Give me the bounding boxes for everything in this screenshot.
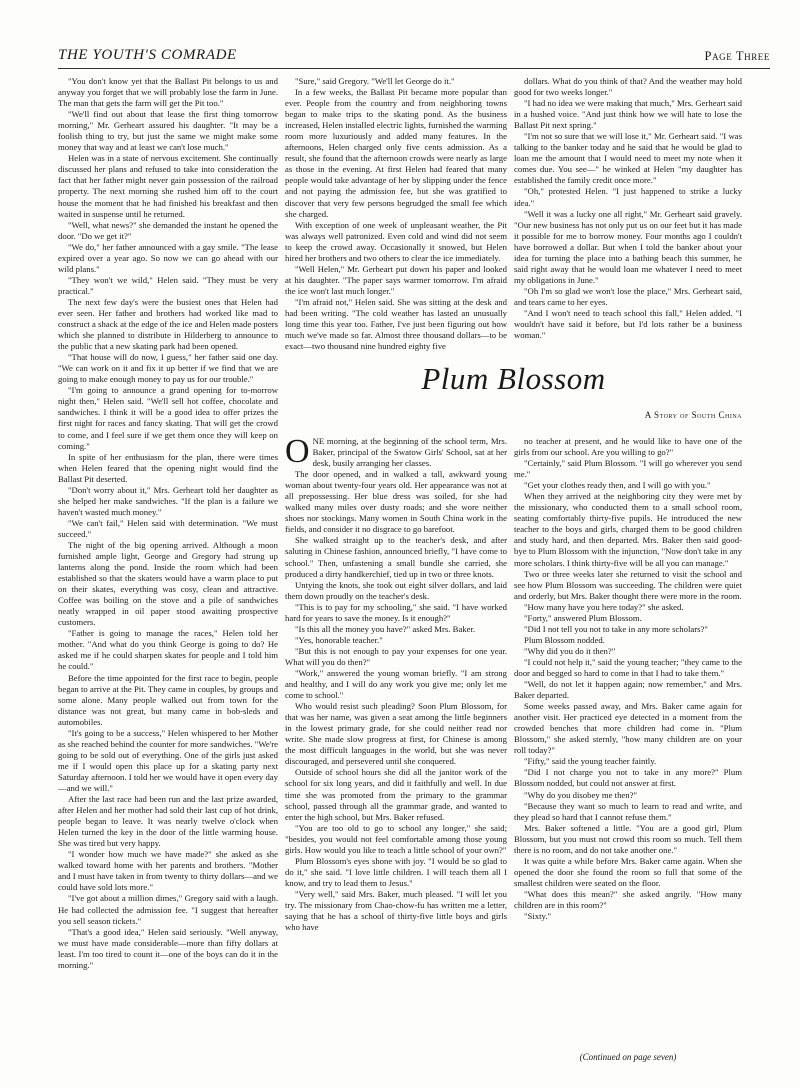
paragraph: She walked straight up to the teacher's desk, and after saluting in Chinese fashion, announced briefly, "I have come to school." Then, unfastening a small bundle she carried, she produced a dirty handkerchief, tied up in two or three knots. bbox=[285, 535, 507, 579]
paragraph: "I'm afraid not," Helen said. She was sitting at the desk and had been writing. "The cold weather has lasted an unusually long time this year too. Father, I've just been figuring out how much we've made so far. Almost three thousand dollars—to be exact—two thousand nine hundred eighty five bbox=[285, 296, 507, 352]
paragraph: "Don't worry about it," Mrs. Gerheart told her daughter as she helped her make sandwiches. "If the plan is a failure we haven't wasted much money." bbox=[58, 484, 278, 517]
paragraph: "We do," her father announced with a gay smile. "The lease expired over a year ago. So now we can go ahead with our wild plans." bbox=[58, 241, 278, 274]
paragraph: "And I won't need to teach school this fall," Helen added. "I wouldn't have said it before, but I'd lots rather be a business woman." bbox=[514, 307, 742, 341]
header-rule bbox=[58, 68, 770, 69]
paragraph: "We can't fail," Helen said with determination. "We must succeed." bbox=[58, 517, 278, 539]
paragraph: With exception of one week of unpleasant weather, the Pit was always well patronized. Even cold and wind did not seem to keep the crowd away. Occasionally it snowed, but Helen hired her brothers and two others to clear the ice immediately. bbox=[285, 219, 507, 263]
story-opening-paragraph bbox=[285, 436, 507, 469]
paragraph: "Very well," said Mrs. Baker, much pleased. "I will let you try. The missionary from Chao-chow-fu has written me a letter, saying that he has a school of thirty-five little boys and girls who have bbox=[285, 888, 507, 933]
paragraph: "Oh I'm so glad we won't lose the place," Mrs. Gerheart said, and tears came to her eyes. bbox=[514, 285, 742, 307]
paragraph: "Well it was a lucky one all right," Mr. Gerheart said gravely. "Our new business has not only put us on our feet but it has made it possible for me to borrow money. Four months ago I couldn't have borrowed a dollar. But when I told the banker about your idea for turning the place into a bathing beach this summer, he said right away that he would loan me whatever I need to meet my obligations in June." bbox=[514, 208, 742, 285]
paragraph: "You don't know yet that the Ballast Pit belongs to us and anyway you forget that we will probably lose the farm in June. The man that gets the farm will get the Pit too." bbox=[58, 76, 278, 109]
paragraph: Who would resist such pleading? Soon Plum Blossom, for that was her name, was given a seat among the little beginners in the lowest primary grade, for she could neither read nor write. She made slow progress at first, for Chinese is among the most difficult languages in the world, but she was never discouraged, and persevered until she conquered. bbox=[285, 701, 507, 767]
paragraph: "Father is going to manage the races," Helen told her mother. "And what do you think George is going to do? He asked me if he could sharpen skates for people and I told him he could." bbox=[58, 628, 278, 672]
paragraph: In a few weeks, the Ballast Pit became more popular than ever. People from the country and from neighboring towns began to make trips to the skating pond. As the business increased, Helen installed electric lights, furnished the warming room more luxuriously and added many features. In the afternoons, Helen charged only five cents admission. As a result, she found that the afternoon crowds were nearly as large as those in the evening. At first Helen had feared that many people would take advantage of her by slipping under the fence and not paying the admission fee, but she was gratified to discover that very few persons begrudged the small fee which she charged. bbox=[285, 87, 507, 219]
plum-blossom-heading bbox=[285, 360, 742, 430]
paragraph: "Sure," said Gregory. "We'll let George do it." bbox=[295, 76, 455, 86]
story-title: Plum Blossom bbox=[421, 361, 606, 396]
paragraph: "Forty," answered Plum Blossom. bbox=[524, 612, 642, 623]
paragraph: "Certainly," said Plum Blossom. "I will go wherever you send me." bbox=[514, 458, 742, 480]
paragraph: Some weeks passed away, and Mrs. Baker came again for another visit. Her practiced eye detected in a moment from the crowded benches that more children had come in. "Plum Blossom," she asked sternly, "how many children are on your roll today?" bbox=[514, 701, 742, 756]
page-number: Page Three bbox=[704, 49, 770, 63]
paragraph: dollars. What do you think of that? And the weather may hold good for two weeks longer." bbox=[514, 76, 742, 98]
paragraph: "Get your clothes ready then, and I will go with you." bbox=[524, 480, 711, 491]
paragraph: The door opened, and in walked a tall, awkward young woman about twenty-four years old. Her appearance was not at all prepossessing. Her blue dress was soiled, for she had walked many miles over dusty roads; and she wore neither shoes nor stockings. Many women in South China work in the fields, and consider it no disgrace to go barefoot. bbox=[285, 469, 507, 535]
paragraph: After the last race had been run and the last prize awarded, after Helen and her mother had sold their last cup of hot drink, people began to leave. It was nearly twelve o'clock when Helen turned the key in the door of the little warming house. She was tired but very happy. bbox=[58, 794, 278, 849]
paragraph: "How many have you here today?" she asked. bbox=[524, 601, 684, 612]
paragraph: "I'm going to announce a grand opening for to-morrow night then," Helen said. "We'll sell hot coffee, chocolate and sandwiches. I think it will be a good idea to offer prizes the first night for races and fancy skating. That will get the crowd to come, and I feel sure if we get them once they will keep on coming." bbox=[58, 385, 278, 451]
paragraph: "Because they want so much to learn to read and write, and they plead so hard that I cannot refuse them." bbox=[514, 800, 742, 822]
paragraph: "Oh," protested Helen. "I just happened to strike a lucky idea." bbox=[514, 186, 742, 208]
paragraph: Outside of school hours she did all the janitor work of the school for six long years, and did it faithfully and well. In due time she was promoted from the primary to the grammar school, passed through all the grammar grade, and wanted to enter the high school, but Mrs. Baker refused. bbox=[285, 767, 507, 822]
paragraph: "Did I not tell you not to take in any more scholars?" bbox=[524, 623, 708, 634]
ballast-pit-column-1 bbox=[58, 76, 278, 1068]
paragraph: "But this is not enough to pay your expenses for one year. What will you do then?" bbox=[285, 645, 507, 667]
paragraph: "Well, do not let it happen again; now remember," and Mrs. Baker departed. bbox=[514, 679, 742, 701]
paragraph: "Why did you do it then?" bbox=[524, 645, 616, 656]
plum-blossom-column-1-body bbox=[285, 469, 507, 933]
paragraph: "I've got about a million dimes," Gregory said with a laugh. He had collected the admission fee. "I suggest that hereafter you sell season tickets." bbox=[58, 893, 278, 926]
paragraph: "You are too old to go to school any longer," she said; "besides, you would not feel comfortable among those young girls. How would you like to teach a little school of your own?" bbox=[285, 822, 507, 855]
paragraph: Mrs. Baker softened a little. "You are a good girl, Plum Blossom, but you must not crowd this room so much. Tell them there is no room, and do not take another one." bbox=[514, 822, 742, 855]
paragraph: In spite of her enthusiasm for the plan, there were times when Helen feared that the opening night would find the Ballast Pit deserted. bbox=[58, 451, 278, 484]
paragraph: When they arrived at the neighboring city they were met by the missionary, who conducted them to a small school room, seating comfortably thirty-five pupils. He introduced the new teacher to the boys and girls, charged them to be good children and study hard, and then departed. Mrs. Baker then said good-bye to Plum Blossom with the injunction, "Now don't take in any more scholars. I think thirty-five will be all you can manage." bbox=[514, 491, 742, 568]
drop-cap: O bbox=[285, 436, 310, 470]
paragraph: "It's going to be a success," Helen whispered to her Mother as she reached behind the counter for more sandwiches. "We're going to be sold out of everything. One of the girls just asked me if I would open this place up for a skating party next Saturday afternoon. I told her we would have it open every day—and we will." bbox=[58, 727, 278, 793]
continued-notice: (Continued on page seven) bbox=[579, 1052, 677, 1062]
paragraph: "This is to pay for my schooling," she said. "I have worked hard for years to save the money. Is it enough?" bbox=[285, 601, 507, 623]
story-subtitle: A Story of South China bbox=[644, 410, 742, 420]
opening-text: NE morning, at the beginning of the school term, Mrs. Baker, principal of the Swatow Girls' School, sat at her desk, busily arranging her classes. bbox=[312, 436, 507, 469]
paragraph: "We'll find out about that lease the first thing tomorrow morning," Mr. Gerheart assured his daughter. "It may be a foolish thing to try, but just the same we might make some money that way and at least we can't lose much." bbox=[58, 109, 278, 153]
paragraph: "Is this all the money you have?" asked Mrs. Baker. bbox=[295, 623, 476, 634]
paragraph: "Sixty." bbox=[524, 911, 552, 922]
paragraph: The next few day's were the busiest ones that Helen had ever seen. Her father and brothers had worked like mad to construct a shack at the edge of the ice and Helen made posters which she planned to distribute in Hilderberg to announce to the public that a new skating park had been opened. bbox=[58, 296, 278, 352]
paragraph: The night of the big opening arrived. Although a moon furnished ample light, George and Gregory had strung up lanterns along the pond. Inside the room which had been established so that the skaters would have a warm place to put on their skates, everything was cosy, clean and attractive. Coffee was boiling on the stove and a pile of sandwiches neatly wrapped in oil paper stood awaiting prospective customers. bbox=[58, 539, 278, 628]
paragraph: "Did I not charge you not to take in any more?" Plum Blossom nodded, but could not answer at first. bbox=[514, 767, 742, 789]
paragraph: Plum Blossom nodded. bbox=[524, 634, 605, 645]
plum-blossom-column-1 bbox=[285, 436, 507, 1071]
paragraph: "They won't we wild," Helen said. "They must be very practical." bbox=[58, 274, 278, 296]
paragraph: "Yes, honorable teacher." bbox=[295, 634, 383, 645]
paragraph: "Well Helen," Mr. Gerheart put down his paper and looked at his daughter. "The paper says warmer tomorrow. I'm afraid the ice won't last much longer." bbox=[285, 263, 507, 296]
paragraph: no teacher at present, and he would like to have one of the girls from our school. Are you willing to go?" bbox=[514, 436, 742, 458]
masthead: THE YOUTH'S COMRADE bbox=[58, 47, 237, 63]
paragraph: "Why do you disobey me then?" bbox=[524, 789, 638, 800]
paragraph: "I wonder how much we have made?" she asked as she walked toward home with her parents and brothers. "Mother and I must have taken in from twenty to thirty dollars—and we could have sold lots more." bbox=[58, 849, 278, 893]
paragraph: "I could not help it," said the young teacher; "they came to the door and begged so hard to come in that I had to take them." bbox=[514, 656, 742, 678]
paragraph: It was quite a while before Mrs. Baker came again. When she opened the door she found the room so full that some of the smallest children were seated on the floor. bbox=[514, 855, 742, 888]
paragraph: "Fifty," said the young teacher faintly. bbox=[524, 756, 657, 767]
paragraph: "What does this mean?" she asked angrily. "How many children are in this room?" bbox=[514, 888, 742, 910]
paragraph: "That's a good idea," Helen said seriously. "Well anyway, we must have made considerable—more than fifty dollars at least. I'm too tired to count it—one of the boys can do it in the morning." bbox=[58, 926, 278, 970]
ballast-pit-column-2 bbox=[285, 76, 507, 352]
paragraph: "Well, what news?" she demanded the instant he opened the door. "Do we get it?" bbox=[58, 219, 278, 241]
plum-blossom-column-2 bbox=[514, 436, 742, 1048]
paragraph: Untying the knots, she took out eight silver dollars, and laid them down proudly on the teacher's desk. bbox=[285, 579, 507, 601]
paragraph: Plum Blossom's eyes shone with joy. "I would be so glad to do it," she said. "I love little children. I will teach them all I know, and try to lead them to Jesus." bbox=[285, 855, 507, 888]
paragraph: "That house will do now, I guess," her father said one day. "We can work on it and fix it up better if we find that we are going to make enough money to pay us for our trouble." bbox=[58, 352, 278, 385]
paragraph: Helen was in a state of nervous excitement. She continually discussed her plans and refused to take into consideration the fact that her father might never gain possession of the railroad property. The next morning she rushed him off to the court house the moment that he had finished his breakfast and then waited in suspense until he returned. bbox=[58, 153, 278, 219]
paragraph: "Work," answered the young woman briefly. "I am strong and healthy, and I will do any work you give me; only let me come to school." bbox=[285, 667, 507, 701]
paragraph: Before the time appointed for the first race to begin, people began to arrive at the Pit. They came in couples, by groups and some alone. Many people walked out from town for the distance was not great, but many came in bob-sleds and automobiles. bbox=[58, 672, 278, 727]
paragraph: "I had no idea we were making that much," Mrs. Gerheart said in a hushed voice. "And just think how we will hate to lose the Ballast Pit next spring." bbox=[514, 98, 742, 131]
paragraph: "I'm not so sure that we will lose it," Mr. Gerheart said. "I was talking to the banker today and he said that he would be glad to loan me the amount that I would need to meet my note when it comes due. You see—" he winked at Helen "my daughter has established the family credit once more." bbox=[514, 131, 742, 186]
ballast-pit-column-3 bbox=[514, 76, 742, 352]
paragraph: Two or three weeks later she returned to visit the school and see how Plum Blossom was succeeding. The children were quiet and orderly, but Mrs. Baker thought there were more in the room. bbox=[514, 568, 742, 601]
page-header bbox=[58, 42, 770, 64]
